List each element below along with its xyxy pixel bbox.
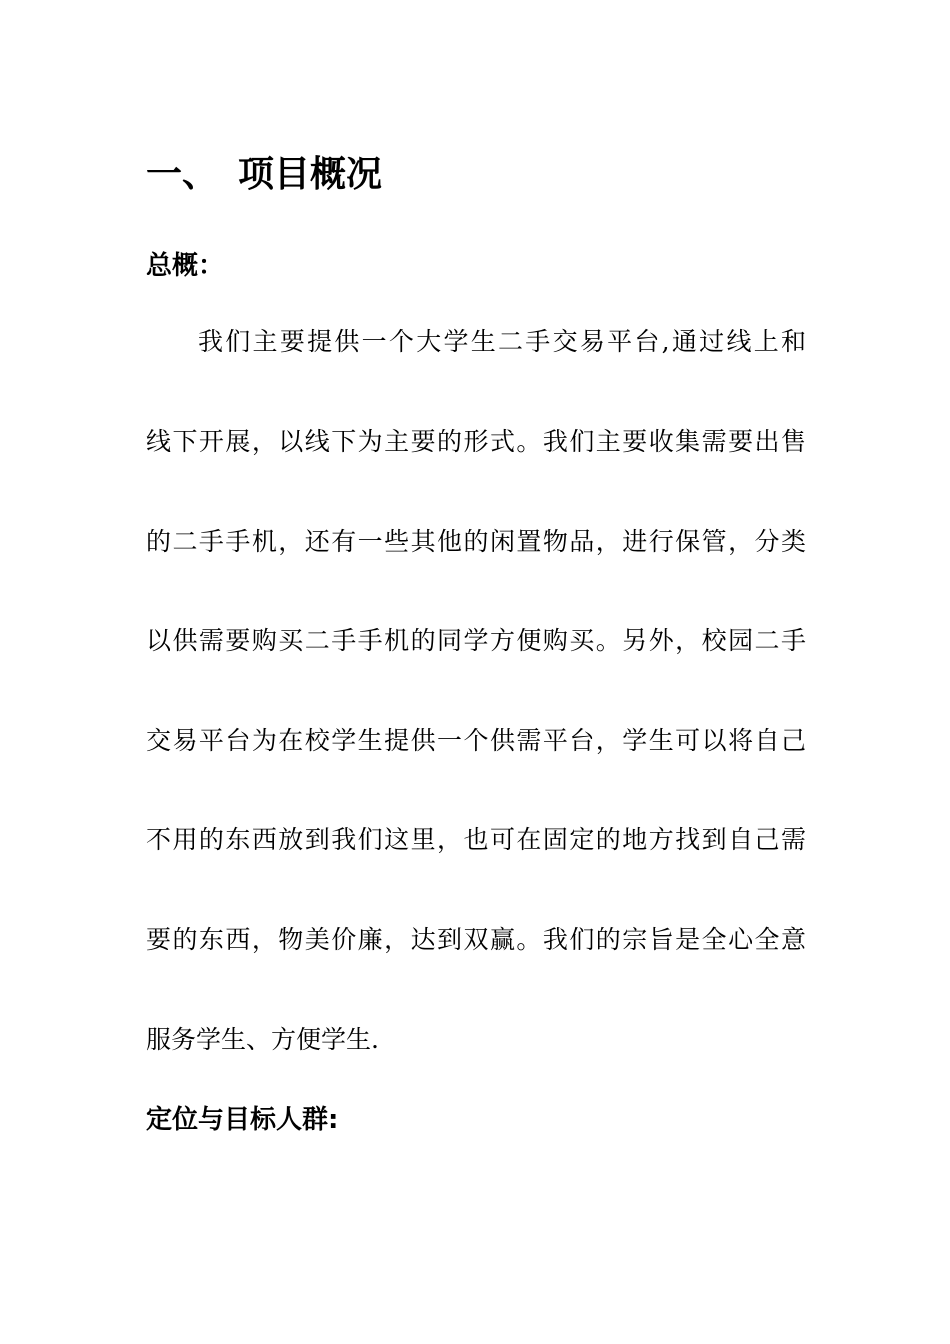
chapter-title-text: 项目概况	[238, 154, 383, 195]
chapter-number: 一、	[146, 154, 219, 195]
section-heading-positioning: 定位与目标人群:	[146, 1105, 339, 1135]
paragraph-line: 以供需要购买二手手机的同学方便购买。另外，校园二手	[146, 626, 806, 655]
paragraph-line: 不用的东西放到我们这里，也可在固定的地方找到自己需	[146, 825, 806, 854]
paragraph-line: 我们主要提供一个大学生二手交易平台,通过线上和	[198, 327, 806, 356]
paragraph-line: 服务学生、方便学生.	[146, 1025, 379, 1054]
paragraph-line: 要的东西，物美价廉，达到双赢。我们的宗旨是全心全意	[146, 925, 806, 954]
chapter-title	[146, 150, 382, 200]
paragraph-line: 线下开展，以线下为主要的形式。我们主要收集需要出售	[146, 427, 806, 456]
paragraph-line: 的二手手机，还有一些其他的闲置物品，进行保管，分类	[146, 527, 806, 556]
section-heading-overview: 总概：	[146, 251, 225, 281]
paragraph-line: 交易平台为在校学生提供一个供需平台，学生可以将自己	[146, 726, 806, 755]
